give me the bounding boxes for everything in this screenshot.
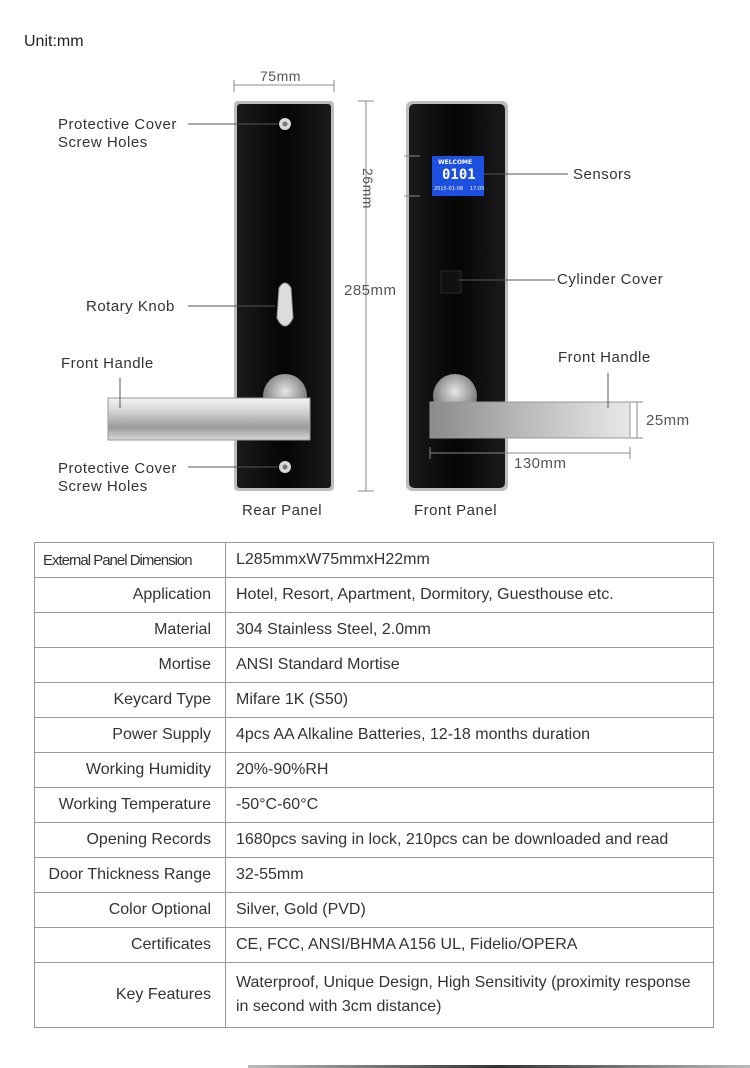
table-row <box>35 543 714 578</box>
spec-value: Mifare 1K (S50) <box>226 683 714 718</box>
spec-value: Hotel, Resort, Apartment, Dormitory, Guesthouse etc. <box>226 578 714 613</box>
spec-value: -50°C-60°C <box>226 788 714 823</box>
label-front-panel: Front Panel <box>414 502 498 519</box>
rear-panel <box>108 101 334 491</box>
spec-key: Keycard Type <box>35 683 226 718</box>
front-handle <box>430 402 630 438</box>
label-sensors: Sensors <box>573 166 632 183</box>
table-row <box>35 648 714 683</box>
spec-key: Application <box>35 578 226 613</box>
table-row <box>35 928 714 963</box>
lcd-digits: 0101 <box>442 167 476 183</box>
cylinder-cover <box>441 271 461 293</box>
spec-key: Certificates <box>35 928 226 963</box>
table-row <box>35 613 714 648</box>
table-row <box>35 753 714 788</box>
label-rotary-knob: Rotary Knob <box>86 298 175 315</box>
label-protective-cover-top: Protective Cover <box>58 116 177 133</box>
dim-handle-length: 130mm <box>514 455 567 472</box>
lcd-display <box>432 156 484 196</box>
rotary-knob <box>277 283 293 326</box>
spec-key: Key Features <box>35 963 226 1028</box>
label-front-handle-right: Front Handle <box>558 349 651 366</box>
lock-diagram <box>0 0 750 530</box>
spec-key: Material <box>35 613 226 648</box>
label-screw-holes-bottom: Screw Holes <box>58 478 148 495</box>
dim-width: 75mm <box>260 68 301 84</box>
table-row <box>35 718 714 753</box>
spec-value: 20%-90%RH <box>226 753 714 788</box>
spec-key: Working Humidity <box>35 753 226 788</box>
label-screw-holes-top: Screw Holes <box>58 134 148 151</box>
spec-value: CE, FCC, ANSI/BHMA A156 UL, Fidelio/OPERA <box>226 928 714 963</box>
label-cylinder-cover: Cylinder Cover <box>557 271 664 288</box>
spec-value: 304 Stainless Steel, 2.0mm <box>226 613 714 648</box>
label-protective-cover-bottom: Protective Cover <box>58 460 177 477</box>
table-row <box>35 788 714 823</box>
spec-key: Opening Records <box>35 823 226 858</box>
spec-key: External Panel Dimension <box>35 543 226 578</box>
lcd-time: 17:05 <box>470 186 485 192</box>
table-row <box>35 893 714 928</box>
spec-key: Door Thickness Range <box>35 858 226 893</box>
spec-table <box>34 542 714 1028</box>
spec-value: 4pcs AA Alkaline Batteries, 12-18 months duration <box>226 718 714 753</box>
rear-handle <box>108 398 310 440</box>
spec-value: Silver, Gold (PVD) <box>226 893 714 928</box>
unit-label: Unit:mm <box>24 33 84 50</box>
spec-key: Working Temperature <box>35 788 226 823</box>
spec-key: Power Supply <box>35 718 226 753</box>
dim-handle-height: 25mm <box>646 412 690 429</box>
spec-value: ANSI Standard Mortise <box>226 648 714 683</box>
table-row <box>35 578 714 613</box>
label-front-handle-left: Front Handle <box>61 355 154 372</box>
table-row <box>35 858 714 893</box>
label-rear-panel: Rear Panel <box>242 502 323 519</box>
spec-key: Color Optional <box>35 893 226 928</box>
spec-key: Mortise <box>35 648 226 683</box>
spec-value: 32-55mm <box>226 858 714 893</box>
table-row <box>35 823 714 858</box>
lcd-date: 2015-01-08 <box>434 186 464 192</box>
table-row <box>35 963 714 1028</box>
spec-value: L285mmxW75mmxH22mm <box>226 543 714 578</box>
table-row <box>35 683 714 718</box>
spec-value: 1680pcs saving in lock, 210pcs can be downloaded and read <box>226 823 714 858</box>
lcd-welcome: WELCOME <box>438 159 473 166</box>
dim-screen: 26mm <box>360 168 376 209</box>
dim-height: 285mm <box>344 282 397 299</box>
spec-value: Waterproof, Unique Design, High Sensitivity (proximity response in second with 3cm distance) <box>226 963 714 1028</box>
